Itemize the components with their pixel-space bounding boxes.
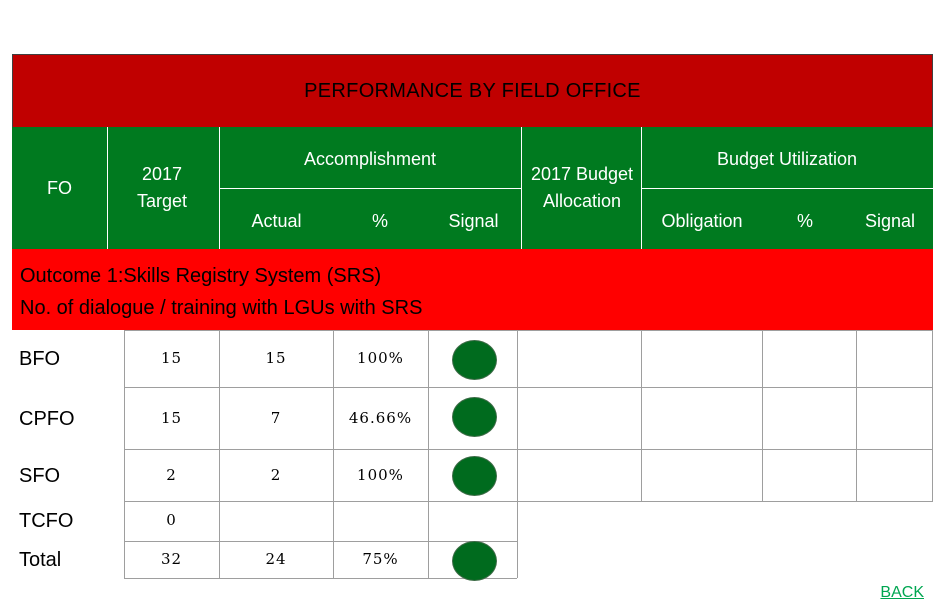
row-divider <box>124 501 933 502</box>
header-signal: Signal <box>448 210 499 231</box>
header-subdivider <box>219 188 521 189</box>
header-budget-allocation: 2017 Budget Allocation <box>530 164 634 211</box>
col-divider <box>932 330 933 501</box>
col-divider <box>762 330 763 501</box>
col-divider <box>333 330 334 578</box>
signal-indicator-green <box>452 397 497 437</box>
fo-name: TCFO <box>19 510 74 532</box>
header-budget-utilization: Budget Utilization <box>716 148 858 169</box>
row-divider <box>124 449 933 450</box>
actual-value: 7 <box>270 409 282 427</box>
report-title-text: PERFORMANCE BY FIELD OFFICE <box>304 79 641 102</box>
target-value: 0 <box>166 511 177 529</box>
outcome-title: Outcome 1:Skills Registry System (SRS) <box>20 265 382 287</box>
fo-name: Total <box>19 549 62 571</box>
outcome-indicator: No. of dialogue / training with LGUs with SRS <box>20 297 423 319</box>
row-divider <box>124 387 933 388</box>
percent-value: 46.66% <box>348 409 413 427</box>
percent-value: 75% <box>362 550 399 568</box>
header-obligation: Obligation <box>661 210 743 231</box>
col-divider <box>219 330 220 578</box>
header-percent: % <box>371 210 388 231</box>
col-divider <box>124 330 125 578</box>
col-divider <box>641 330 642 501</box>
header-subdivider <box>641 188 933 189</box>
header-fo: FO <box>47 177 72 198</box>
outcome-banner <box>12 249 933 330</box>
header-target: 2017 Target <box>136 164 188 211</box>
row-divider <box>124 541 517 542</box>
actual-value: 24 <box>265 550 287 568</box>
fo-name: CPFO <box>19 408 75 430</box>
table-header <box>12 127 933 249</box>
signal-indicator-green <box>452 456 497 496</box>
percent-value: 100% <box>357 466 404 484</box>
signal-indicator-green <box>452 541 497 581</box>
actual-value: 15 <box>265 349 287 367</box>
col-divider <box>856 330 857 501</box>
target-value: 2 <box>166 466 177 484</box>
fo-name: SFO <box>19 465 61 487</box>
target-value: 32 <box>160 550 183 568</box>
header-divider <box>107 127 108 249</box>
target-value: 15 <box>160 349 183 367</box>
header-actual: Actual <box>251 210 302 231</box>
header-divider <box>521 127 522 249</box>
signal-indicator-green <box>452 340 497 380</box>
back-link[interactable]: BACK <box>880 584 924 601</box>
col-divider <box>428 330 429 578</box>
row-divider <box>124 578 517 579</box>
target-value: 15 <box>160 409 183 427</box>
report-title <box>12 54 933 128</box>
col-divider <box>517 330 518 578</box>
percent-value: 100% <box>357 349 404 367</box>
header-util-signal: Signal <box>864 210 916 231</box>
header-accomplishment: Accomplishment <box>303 148 437 169</box>
actual-value: 2 <box>270 466 282 484</box>
header-util-percent: % <box>796 210 813 231</box>
row-divider <box>124 330 933 331</box>
fo-name: BFO <box>19 348 61 370</box>
